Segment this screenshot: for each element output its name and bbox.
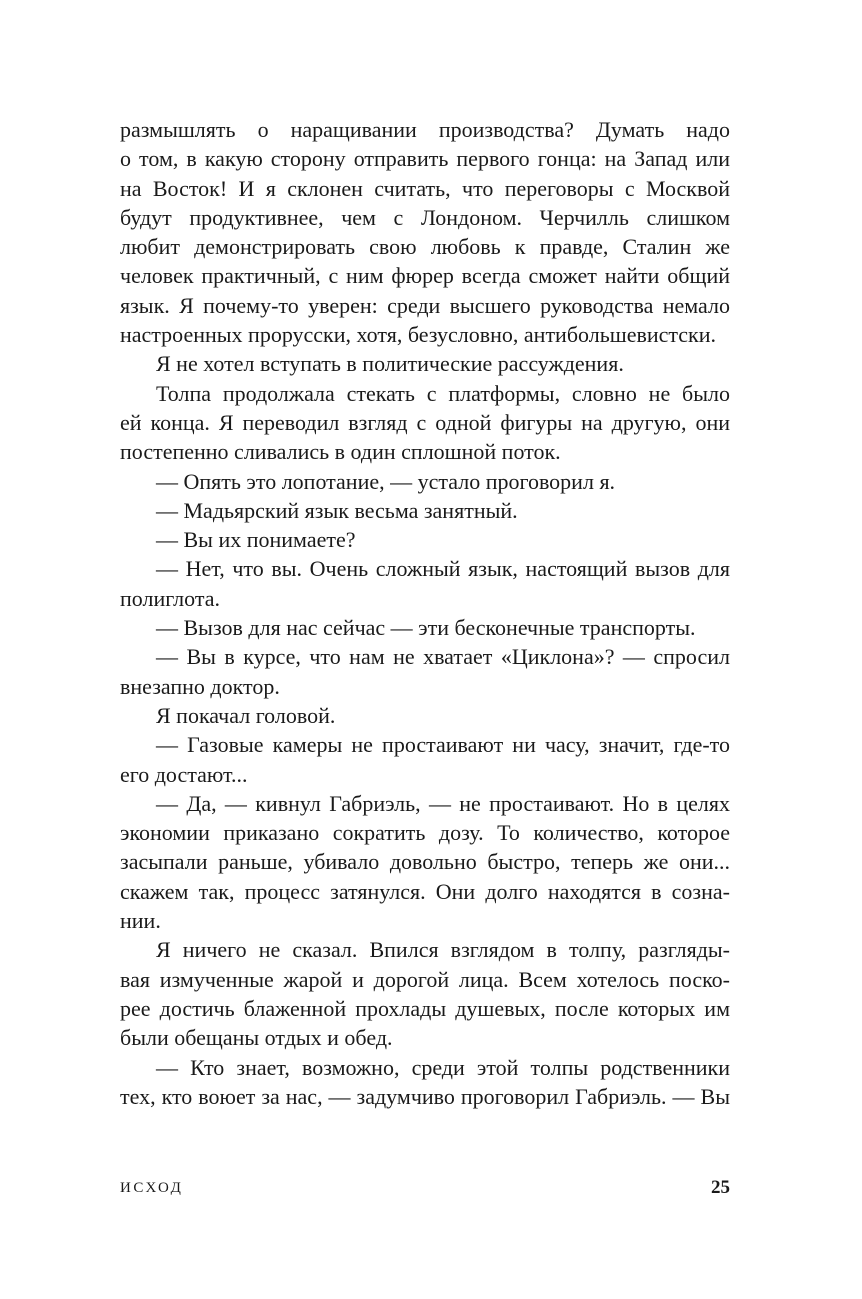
text-line: — Газовые камеры не простаивают ни часу, значит, где-то [156, 732, 730, 758]
text-line: его достают... [120, 761, 248, 787]
text-line: — Мадьярский язык весьма занятный. [156, 497, 518, 523]
text-line: — Да, — кивнул Габриэль, — не простаивают. Но в целях [156, 790, 730, 816]
text-line: Толпа продолжала стекать с платформы, словно не было [156, 380, 730, 406]
text-line: рее достичь блаженной прохлады душевых, после которых им [120, 995, 730, 1021]
text-line: язык. Я почему-то уверен: среди высшего руководства немало [120, 292, 730, 318]
text-line: — Кто знает, возможно, среди этой толпы родственники [156, 1054, 730, 1080]
text-line: Я покачал головой. [156, 702, 336, 728]
text-line: полиглота. [120, 585, 220, 611]
text-line: были обещаны отдых и обед. [120, 1025, 393, 1051]
text-line: вая измученные жарой и дорогой лица. Всем хотелось поско- [120, 966, 730, 992]
running-title: ИСХОД [120, 1180, 184, 1196]
text-line: экономии приказано сократить дозу. То количество, которое [120, 820, 730, 846]
text-line: на Восток! И я склонен считать, что переговоры с Москвой [120, 175, 730, 201]
text-line: любит демонстрировать свою любовь к правде, Сталин же [120, 234, 730, 260]
text-line: настроенных прорусски, хотя, безусловно, антибольшевистски. [120, 322, 716, 348]
text-line: тех, кто воюет за нас, — задумчиво проговорил Габриэль. — Вы [120, 1083, 730, 1109]
text-line: нии. [120, 908, 161, 934]
text-line: постепенно сливались в один сплошной поток. [120, 439, 561, 465]
text-line: — Опять это лопотание, — устало проговорил я. [156, 468, 616, 494]
text-line: о том, в какую сторону отправить первого гонца: на Запад или [120, 146, 730, 172]
body-text [120, 115, 730, 1111]
text-line: засыпали раньше, убивало довольно быстро, теперь же они... [120, 849, 730, 875]
text-line: размышлять о наращивании производства? Думать надо [120, 117, 730, 142]
text-line: — Вы в курсе, что нам не хватает «Циклона»? — спросил [156, 644, 730, 670]
page-number: 25 [711, 1177, 730, 1198]
text-line: — Вызов для нас сейчас — эти бесконечные транспорты. [156, 615, 696, 641]
text-line: ей конца. Я переводил взгляд с одной фигуры на другую, они [120, 409, 730, 435]
text-line: скажем так, процесс затянулся. Они долго находятся в созна- [120, 878, 730, 904]
text-line: Я ничего не сказал. Впился взглядом в толпу, разгляды- [156, 937, 730, 963]
text-line: человек практичный, с ним фюрер всегда сможет найти общий [120, 263, 730, 289]
text-line: — Вы их понимаете? [156, 527, 356, 553]
text-line: будут продуктивнее, чем с Лондоном. Черчилль слишком [120, 204, 730, 230]
text-line: внезапно доктор. [120, 673, 280, 699]
text-line: Я не хотел вступать в политические рассуждения. [156, 351, 624, 377]
text-line: — Нет, что вы. Очень сложный язык, настоящий вызов для [156, 556, 730, 582]
